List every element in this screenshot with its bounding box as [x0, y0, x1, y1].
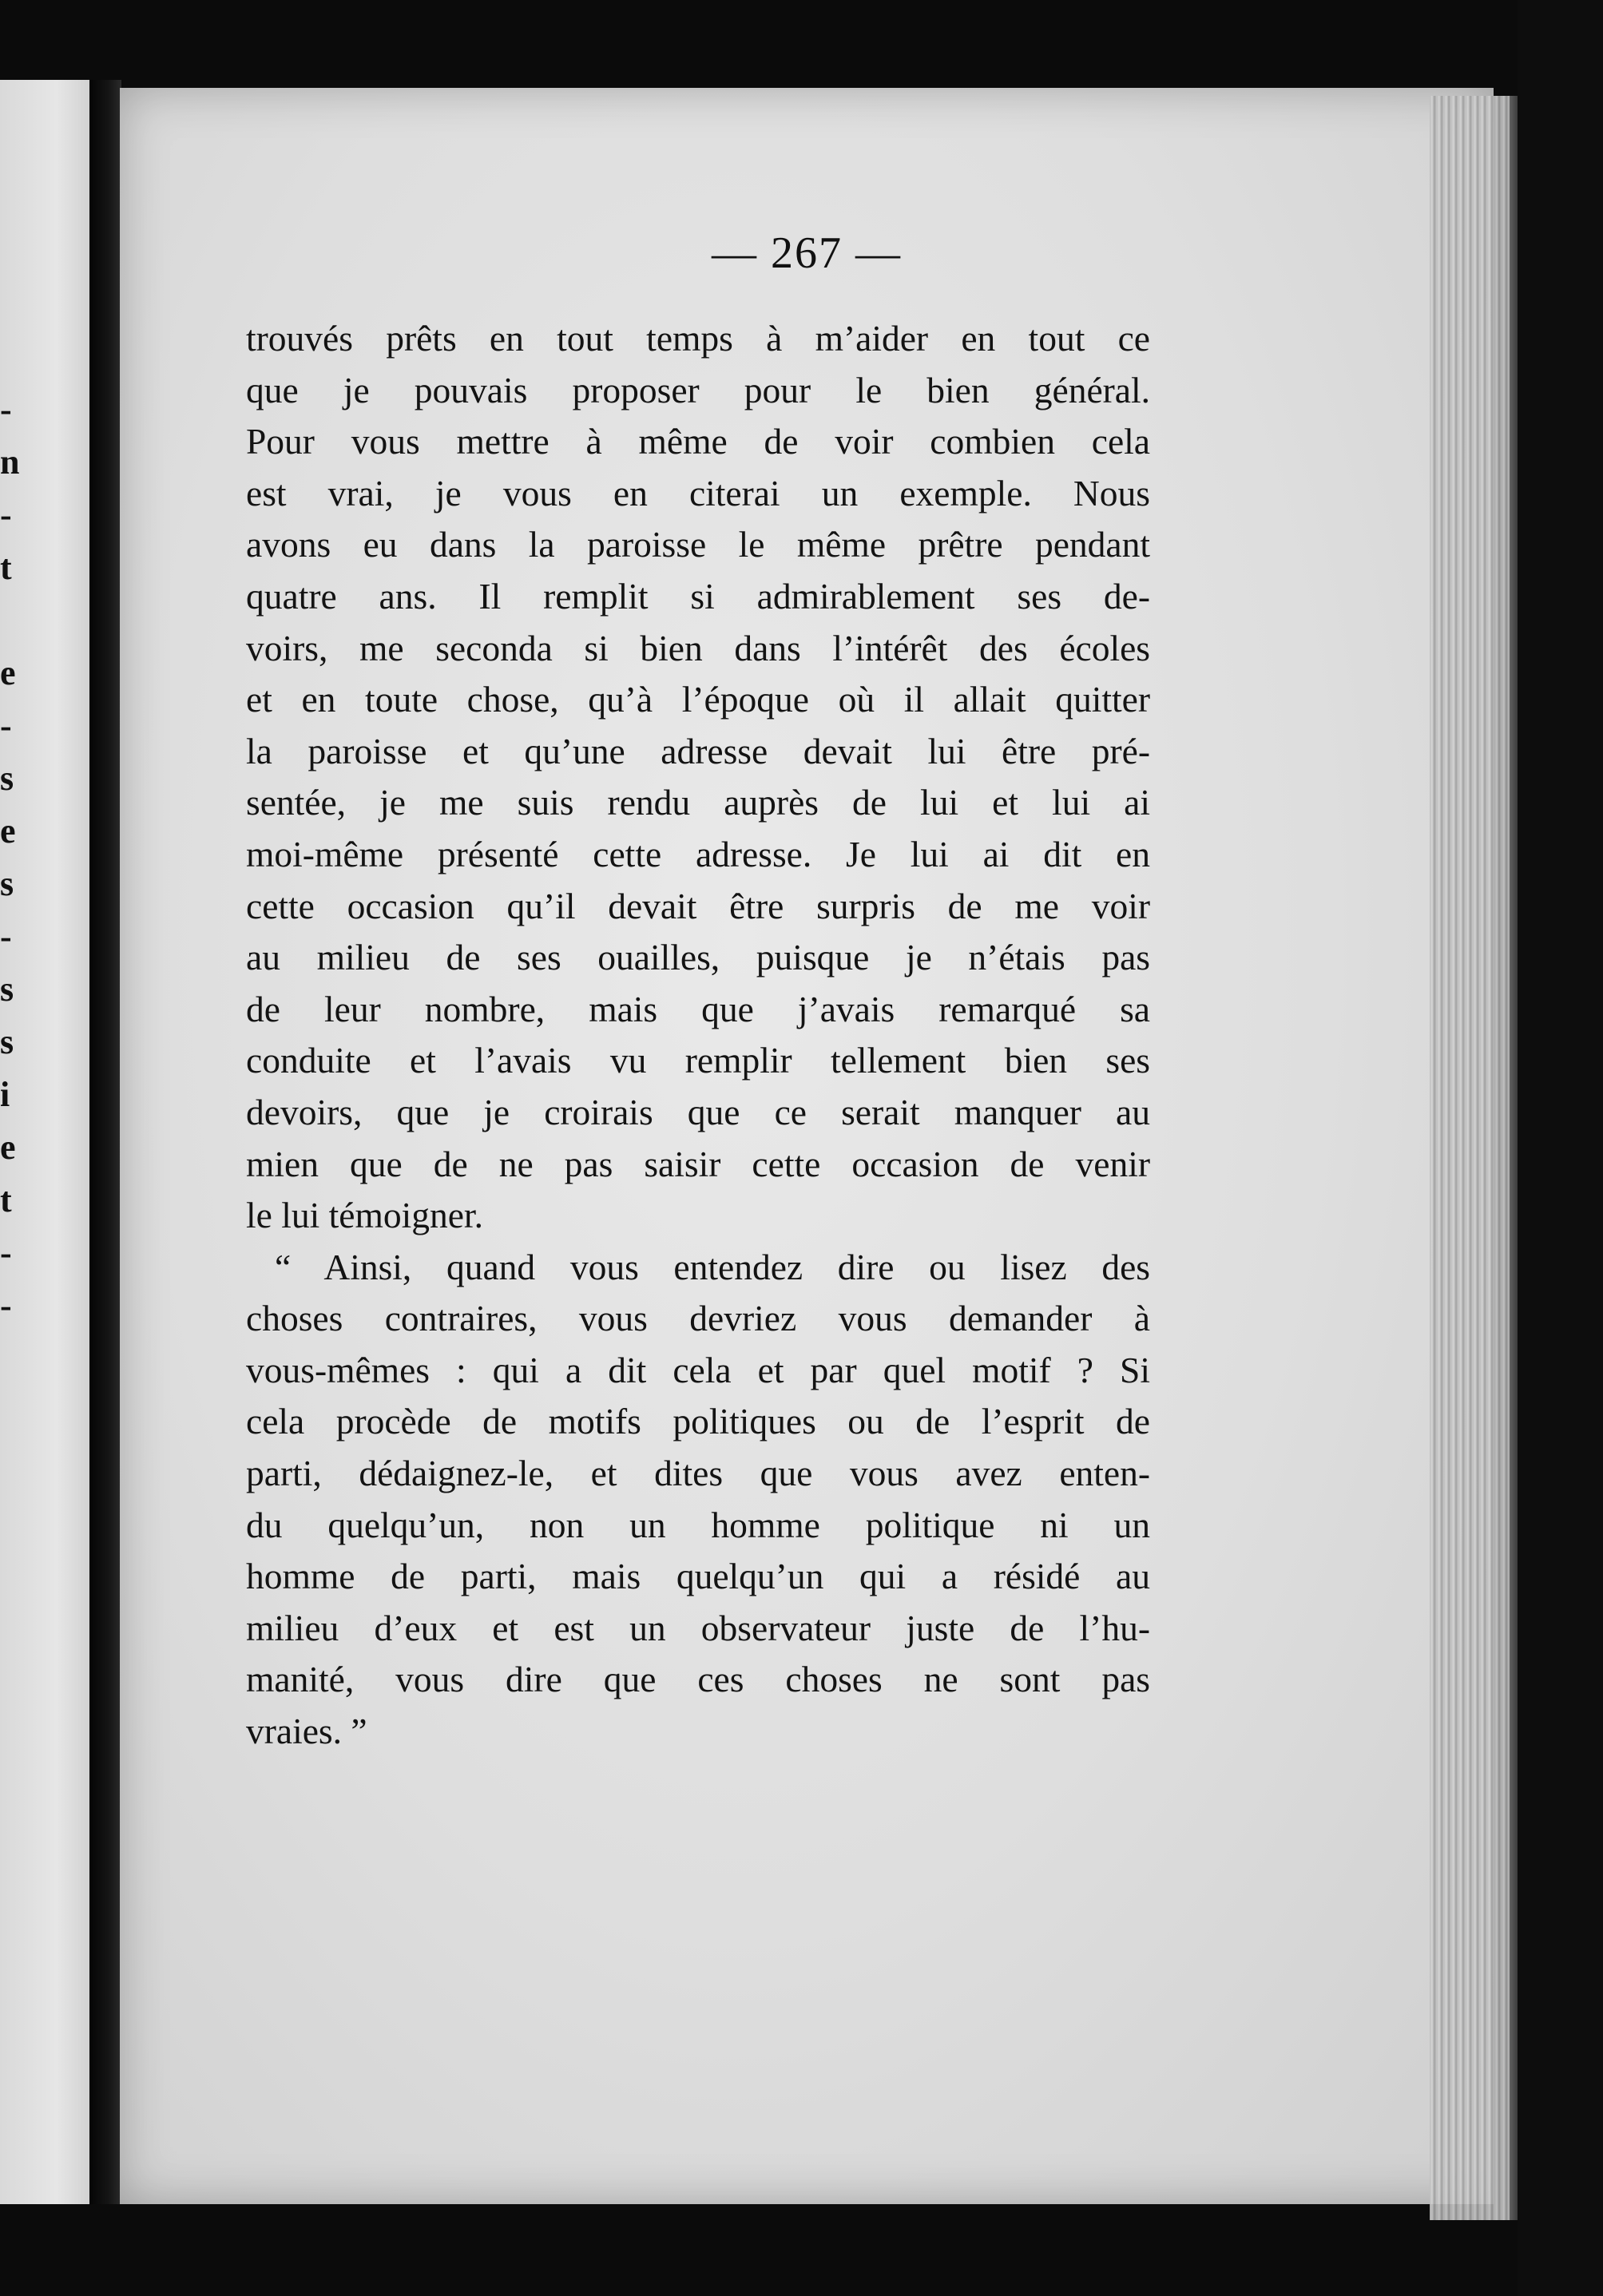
page-number: — 267 —	[712, 228, 902, 278]
body-text	[246, 313, 1150, 1758]
scan-background-right	[1518, 0, 1603, 2296]
text-line: milieu d’eux et est un observateur juste de l’hu-	[246, 1607, 1150, 1648]
text-line: vous-mêmes : qui a dit cela et par quel motif ? Si	[246, 1349, 1150, 1390]
text-line: mien que de ne pas saisir cette occasion de venir	[246, 1143, 1150, 1184]
fragment: e	[0, 811, 16, 851]
text-line: Pour vous mettre à même de voir combien cela	[246, 421, 1150, 462]
fragment: -	[0, 706, 12, 745]
previous-page-edge	[0, 80, 94, 2204]
fragment: s	[0, 759, 14, 798]
text-line: au milieu de ses ouailles, puisque je n’étais pas	[246, 937, 1150, 978]
text-line: vraies. ”	[246, 1711, 367, 1752]
fragment: i	[0, 1075, 10, 1114]
previous-page-text-fragments	[0, 383, 32, 1332]
fragment	[0, 594, 32, 647]
text-line: est vrai, je vous en citerai un exemple. Nous	[246, 472, 1150, 514]
text-line: parti, dédaignez-le, et dites que vous avez enten-	[246, 1453, 1150, 1494]
fragment: t	[0, 548, 12, 587]
text-line: le lui témoigner.	[246, 1195, 483, 1236]
fragment: -	[0, 1233, 12, 1272]
text-line: la paroisse et qu’une adresse devait lui être pré-	[246, 730, 1150, 771]
text-line: quatre ans. Il remplit si admirablement ses de-	[246, 575, 1150, 617]
fragment: e	[0, 653, 16, 692]
text-line: avons eu dans la paroisse le même prêtre pendant	[246, 524, 1150, 565]
text-line: homme de parti, mais quelqu’un qui a résidé au	[246, 1556, 1150, 1597]
text-line: cela procède de motifs politiques ou de l’esprit de	[246, 1401, 1150, 1442]
text-line: trouvés prêts en tout temps à m’aider en tout ce	[246, 318, 1150, 359]
text-line: voirs, me seconda si bien dans l’intérêt des écoles	[246, 627, 1150, 668]
text-line: du quelqu’un, non un homme politique ni un	[246, 1504, 1150, 1545]
text-line: de leur nombre, mais que j’avais remarqué sa	[246, 988, 1150, 1029]
paragraph-1	[246, 313, 1150, 1242]
text-line: cette occasion qu’il devait être surpris de me voir	[246, 885, 1150, 926]
fragment: t	[0, 1180, 12, 1219]
book-gutter-shadow	[89, 80, 121, 2204]
fragment: -	[0, 1286, 12, 1325]
text-line: conduite et l’avais vu remplir tellement bien ses	[246, 1040, 1150, 1081]
text-line: devoirs, que je croirais que ce serait manquer au	[246, 1091, 1150, 1132]
text-line: et en toute chose, qu’à l’époque où il allait quitter	[246, 679, 1150, 720]
fragment: s	[0, 1022, 14, 1061]
fragment: n	[0, 442, 20, 482]
fragment: s	[0, 864, 14, 903]
text-line: que je pouvais proposer pour le bien général.	[246, 369, 1150, 410]
text-line: sentée, je me suis rendu auprès de lui et lui ai	[246, 782, 1150, 823]
fragment: e	[0, 1128, 16, 1167]
text-line: manité, vous dire que ces choses ne sont pas	[246, 1659, 1150, 1700]
fragment: s	[0, 970, 14, 1009]
text-line: “ Ainsi, quand vous entendez dire ou lisez des	[275, 1246, 1150, 1287]
fragment: -	[0, 495, 12, 534]
text-line: moi-même présenté cette adresse. Je lui ai dit en	[246, 833, 1150, 874]
fragment: -	[0, 390, 12, 429]
page-block-edges	[1430, 96, 1518, 2220]
fragment: -	[0, 917, 12, 956]
paragraph-2	[246, 1242, 1150, 1758]
text-line: choses contraires, vous devriez vous demander à	[246, 1298, 1150, 1339]
